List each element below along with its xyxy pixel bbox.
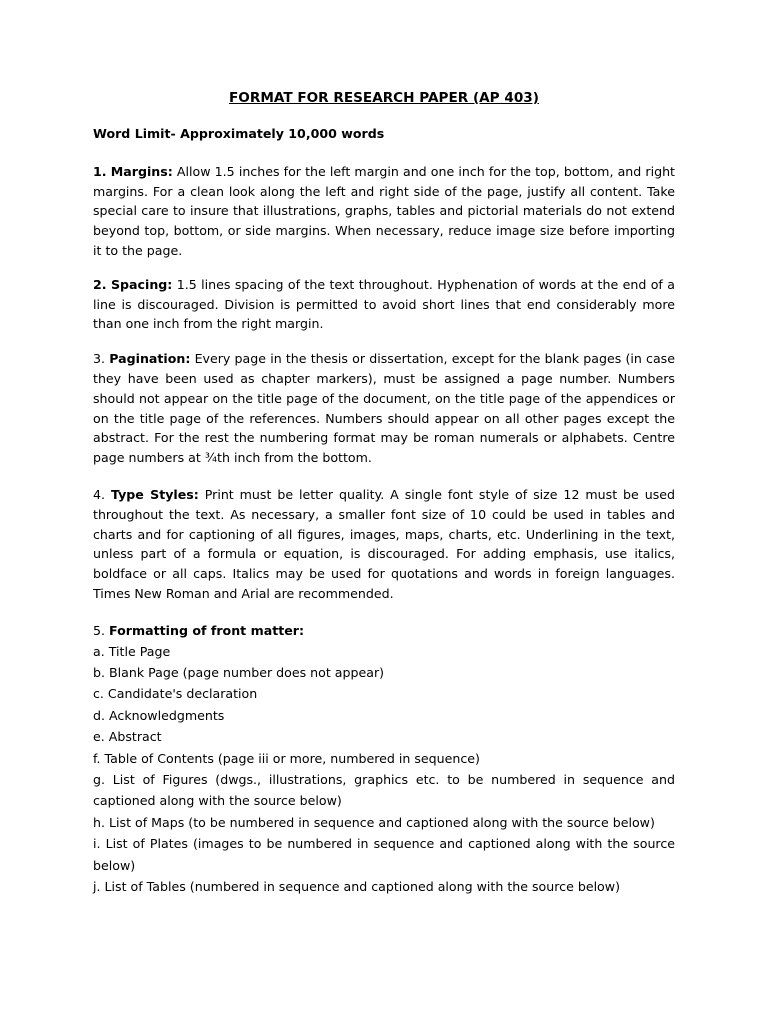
front-matter-list [93,641,675,898]
section-heading: Type Styles: [110,486,199,502]
section-text: Every page in the thesis or dissertation, except for the blank pages (in case they have been used as chapter markers), must be assigned a page number. Numbers should not appear on the title page of the document, on the title page of the appendices or on the title page of the references. Numbers should appear on all other pages except the abstract. For the rest the numbering format may be roman numerals or alphabets. Centre page numbers at ¾th inch from the bottom. [93,351,675,466]
section-number: 1. [93,163,107,179]
section-heading: Pagination: [109,351,191,367]
section-type-styles [93,485,675,604]
section-heading: Formatting of front matter: [109,622,305,638]
section-margins [93,162,675,261]
list-item: d. Acknowledgments [93,707,225,723]
word-limit: Word Limit- Approximately 10,000 words [93,126,385,141]
section-spacing [93,275,675,334]
section-text: Allow 1.5 inches for the left margin and one inch for the top, bottom, and right margins. For a clean look along the left and right side of the page, justify all content. Take special care to insure that illustrations, graphs, tables and pictorial materials do not extend beyond top, bottom, or side margins. When necessary, reduce image size before importing it to the page. [93,163,675,258]
section-pagination [93,349,675,468]
list-item: e. Abstract [93,729,162,745]
list-item: f. Table of Contents (page iii or more, numbered in sequence) [93,750,480,766]
section-number: 2. [93,276,107,292]
page-title: FORMAT FOR RESEARCH PAPER (AP 403) [229,90,539,106]
section-heading: Margins: [110,163,173,179]
section-number: 5. [93,622,106,638]
list-item: h. List of Maps (to be numbered in sequence and captioned along with the source below) [93,814,655,830]
list-item: b. Blank Page (page number does not appear) [93,664,385,680]
section-front-matter [93,621,675,641]
section-text: Print must be letter quality. A single font style of size 12 must be used throughout the text. As necessary, a smaller font size of 10 could be used in tables and charts and for captioning of all figures, images, maps, charts, etc. Underlining in the text, unless part of a formula or equation, is discouraged. For adding emphasis, use italics, boldface or all caps. Italics may be used for quotations and words in foreign languages. Times New Roman and Arial are recommended. [93,486,676,601]
section-text: 1.5 lines spacing of the text throughout. Hyphenation of words at the end of a line is discouraged. Division is permitted to avoid short lines that end considerably more than one inch from the right margin. [93,276,675,332]
document-page [93,86,675,897]
section-number: 3. [93,351,106,367]
section-heading: Spacing: [110,276,173,292]
list-item: a. Title Page [93,643,171,659]
list-item: j. List of Tables (numbered in sequence and captioned along with the source below) [93,879,620,894]
section-number: 4. [93,486,106,502]
list-item: c. Candidate's declaration [93,686,258,702]
list-item: g. List of Figures (dwgs., illustrations, graphics etc. to be numbered in sequence and captioned along with the source below) [93,771,675,809]
list-item: i. List of Plates (images to be numbered in sequence and captioned along with the source below) [93,836,675,873]
